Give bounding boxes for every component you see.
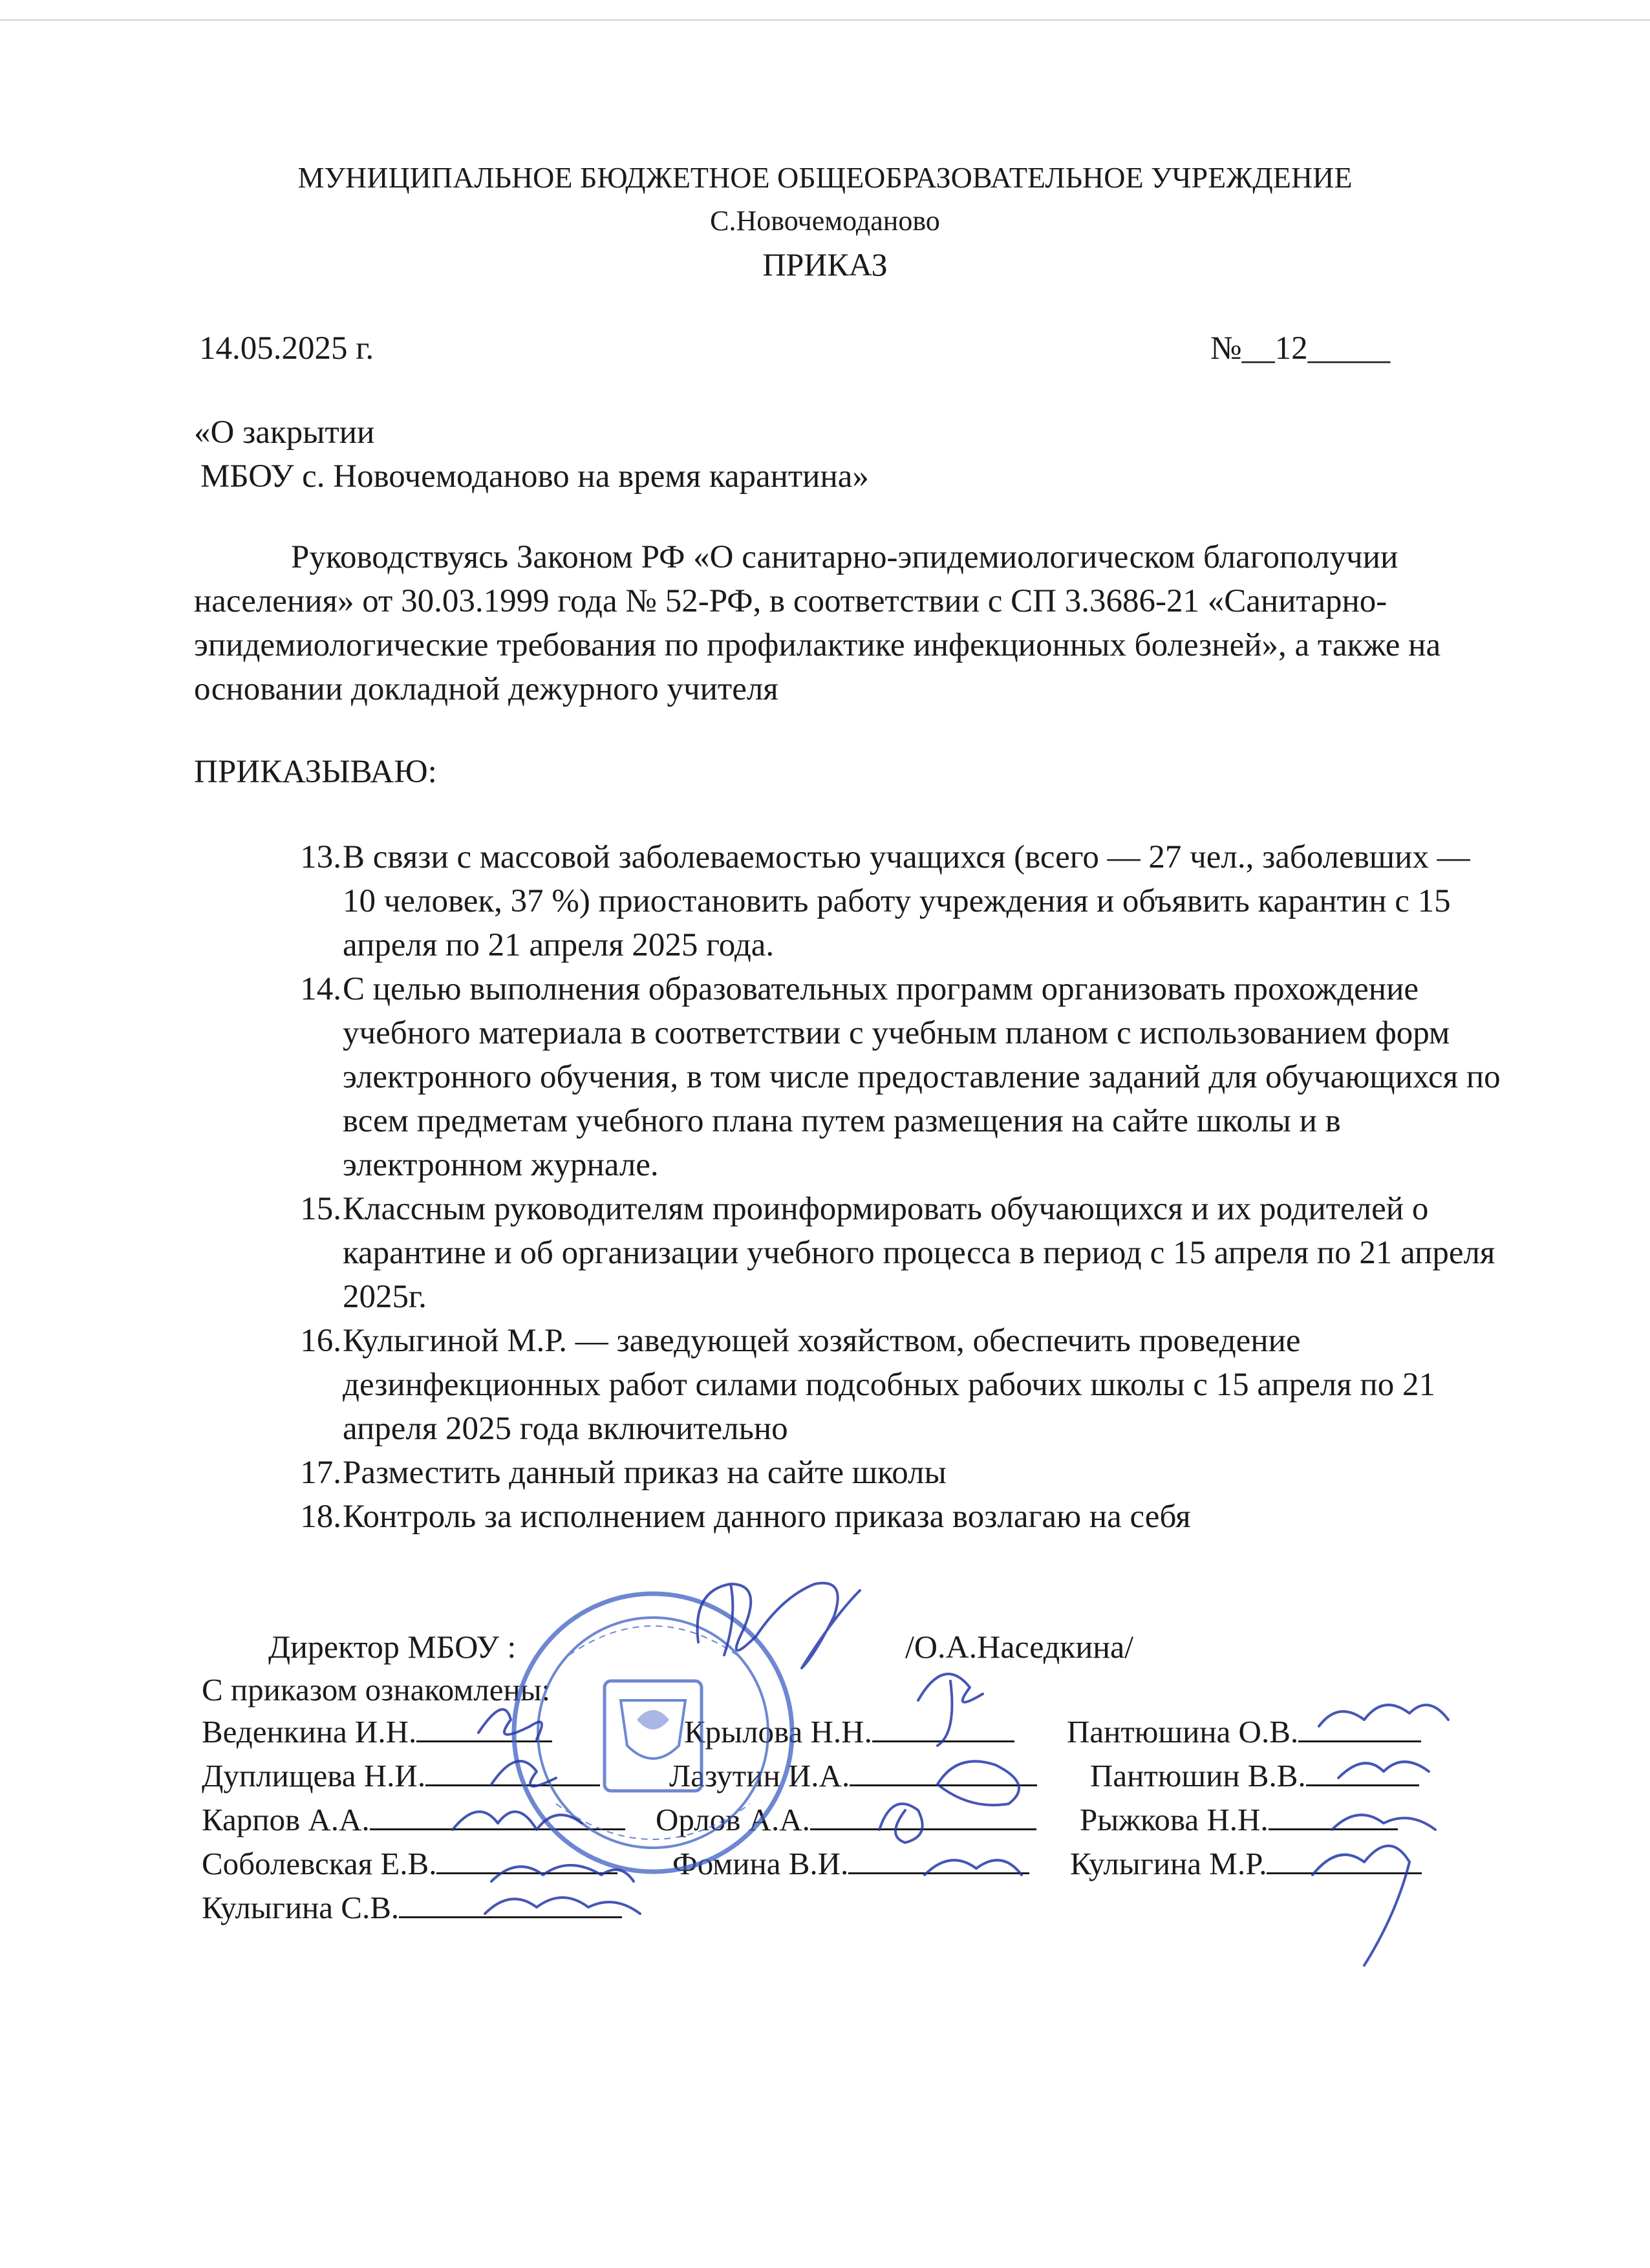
ack-entry xyxy=(1067,1713,1421,1750)
order-item-text: С целью выполнения образовательных программ организовать прохождение учебного материала в соответствии с учебным планом с использованием форм электронного обучения, в том числе предоставление заданий для обучающихся по всем предметам учебного плана путем размещения на сайте школы и в электронном журнале. xyxy=(343,971,1501,1183)
order-number-prefix: №__ xyxy=(1210,330,1275,367)
order-item xyxy=(291,1495,1506,1539)
ack-name: Орлов А.А. xyxy=(656,1802,810,1837)
order-items-list xyxy=(291,835,1506,1539)
order-item-text: Контроль за исполнением данного приказа возлагаю на себя xyxy=(343,1499,1191,1535)
order-item xyxy=(291,967,1506,1187)
order-item-number: 17. xyxy=(300,1455,341,1491)
order-word: ПРИКАЗЫВАЮ: xyxy=(194,754,437,790)
signature-line xyxy=(1269,1828,1398,1830)
order-item-text: В связи с массовой заболеваемостью учащихся (всего — 27 чел., заболевших — 10 человек, 37 %) приостановить работу учреждения и объявить карантин с 15 апреля по 21 апреля 2025 года. xyxy=(343,839,1470,963)
order-item-number: 15. xyxy=(300,1191,341,1227)
ack-entry xyxy=(656,1801,1036,1838)
signature-line xyxy=(1298,1740,1421,1742)
order-item-number: 18. xyxy=(300,1499,341,1535)
order-item-number: 16. xyxy=(300,1323,341,1359)
signature-line xyxy=(425,1784,600,1786)
ack-name: Дуплищева Н.И. xyxy=(202,1758,426,1793)
preamble-paragraph: Руководствуясь Законом РФ «О санитарно-эпидемиологическом благополучии населения» от 30.03.1999 года № 52-РФ, в соответствии с СП 3.3686-21 «Санитарно-эпидемиологические требования по профилактике инфекционных болезней», а также на основании докладной дежурного учителя xyxy=(194,539,1441,707)
signature-line xyxy=(1267,1872,1422,1874)
ack-entry xyxy=(202,1713,552,1750)
order-number-value: 12 xyxy=(1274,330,1308,367)
subject-line-1: «О закрытии xyxy=(194,414,375,451)
ack-name: Рыжкова Н.Н. xyxy=(1080,1802,1269,1837)
ack-entry xyxy=(1070,1845,1422,1882)
ack-entry xyxy=(669,1757,1037,1794)
order-item xyxy=(291,1451,1506,1495)
locality: С.Новочемоданово xyxy=(710,205,940,237)
signature-line xyxy=(399,1916,622,1918)
ack-name: Пантюшина О.В. xyxy=(1067,1714,1299,1749)
ack-name: Кулыгина М.Р. xyxy=(1070,1846,1267,1881)
director-name: /О.А.Наседкина/ xyxy=(905,1629,1134,1665)
order-item xyxy=(291,835,1506,967)
ack-name: Соболевская Е.В. xyxy=(202,1846,437,1881)
signature-line xyxy=(850,1784,1037,1786)
order-item-text: Классным руководителям проинформировать обучающихся и их родителей о карантине и об организации учебного процесса в период с 15 апреля по 21 апреля 2025г. xyxy=(343,1191,1495,1315)
ack-entry xyxy=(672,1845,1029,1882)
ack-name: Пантюшин В.В. xyxy=(1090,1758,1306,1793)
order-number-suffix: _____ xyxy=(1307,330,1391,367)
order-item-number: 14. xyxy=(300,971,341,1007)
ack-name: Кулыгина С.В. xyxy=(202,1890,400,1925)
signature-line xyxy=(436,1872,617,1874)
ack-entry xyxy=(202,1889,622,1926)
signature-line xyxy=(1306,1784,1419,1786)
ack-entry xyxy=(202,1801,625,1838)
order-item-number: 13. xyxy=(300,839,341,875)
ack-name: Фомина В.И. xyxy=(672,1846,849,1881)
ack-entry xyxy=(202,1845,617,1882)
order-item xyxy=(291,1187,1506,1319)
order-item-text: Разместить данный приказ на сайте школы xyxy=(343,1455,947,1491)
director-title: Директор МБОУ : xyxy=(268,1629,517,1665)
signature-line xyxy=(810,1828,1036,1830)
organization-name: МУНИЦИПАЛЬНОЕ БЮДЖЕТНОЕ ОБЩЕОБРАЗОВАТЕЛЬНОЕ УЧРЕЖДЕНИЕ xyxy=(297,161,1353,194)
ack-entry xyxy=(684,1713,1014,1750)
ack-name: Веденкина И.Н. xyxy=(202,1714,417,1749)
subject-line-2: МБОУ с. Новочемоданово на время карантина» xyxy=(200,458,869,495)
document-type-title: ПРИКАЗ xyxy=(762,246,888,283)
scan-edge-line xyxy=(0,19,1650,21)
order-number xyxy=(1210,330,1390,367)
order-item xyxy=(291,1319,1506,1451)
ack-entry xyxy=(1090,1757,1419,1794)
signature-line xyxy=(848,1872,1029,1874)
ack-name: Лазутин И.А. xyxy=(669,1758,850,1793)
acknowledgement-heading: С приказом ознакомлены: xyxy=(202,1672,551,1707)
signature-line xyxy=(872,1740,1014,1742)
order-item-text: Кулыгиной М.Р. — заведующей хозяйством, обеспечить проведение дезинфекционных работ силами подсобных рабочих школы с 15 апреля по 21 апреля 2025 года включительно xyxy=(343,1323,1435,1447)
ack-name: Карпов А.А. xyxy=(202,1802,370,1837)
order-date: 14.05.2025 г. xyxy=(199,330,374,367)
signature-line xyxy=(370,1828,625,1830)
ack-name: Крылова Н.Н. xyxy=(684,1714,872,1749)
director-signature xyxy=(698,1583,860,1668)
ack-entry xyxy=(202,1757,600,1794)
ack-entry xyxy=(1080,1801,1398,1838)
signature-line xyxy=(416,1740,552,1742)
